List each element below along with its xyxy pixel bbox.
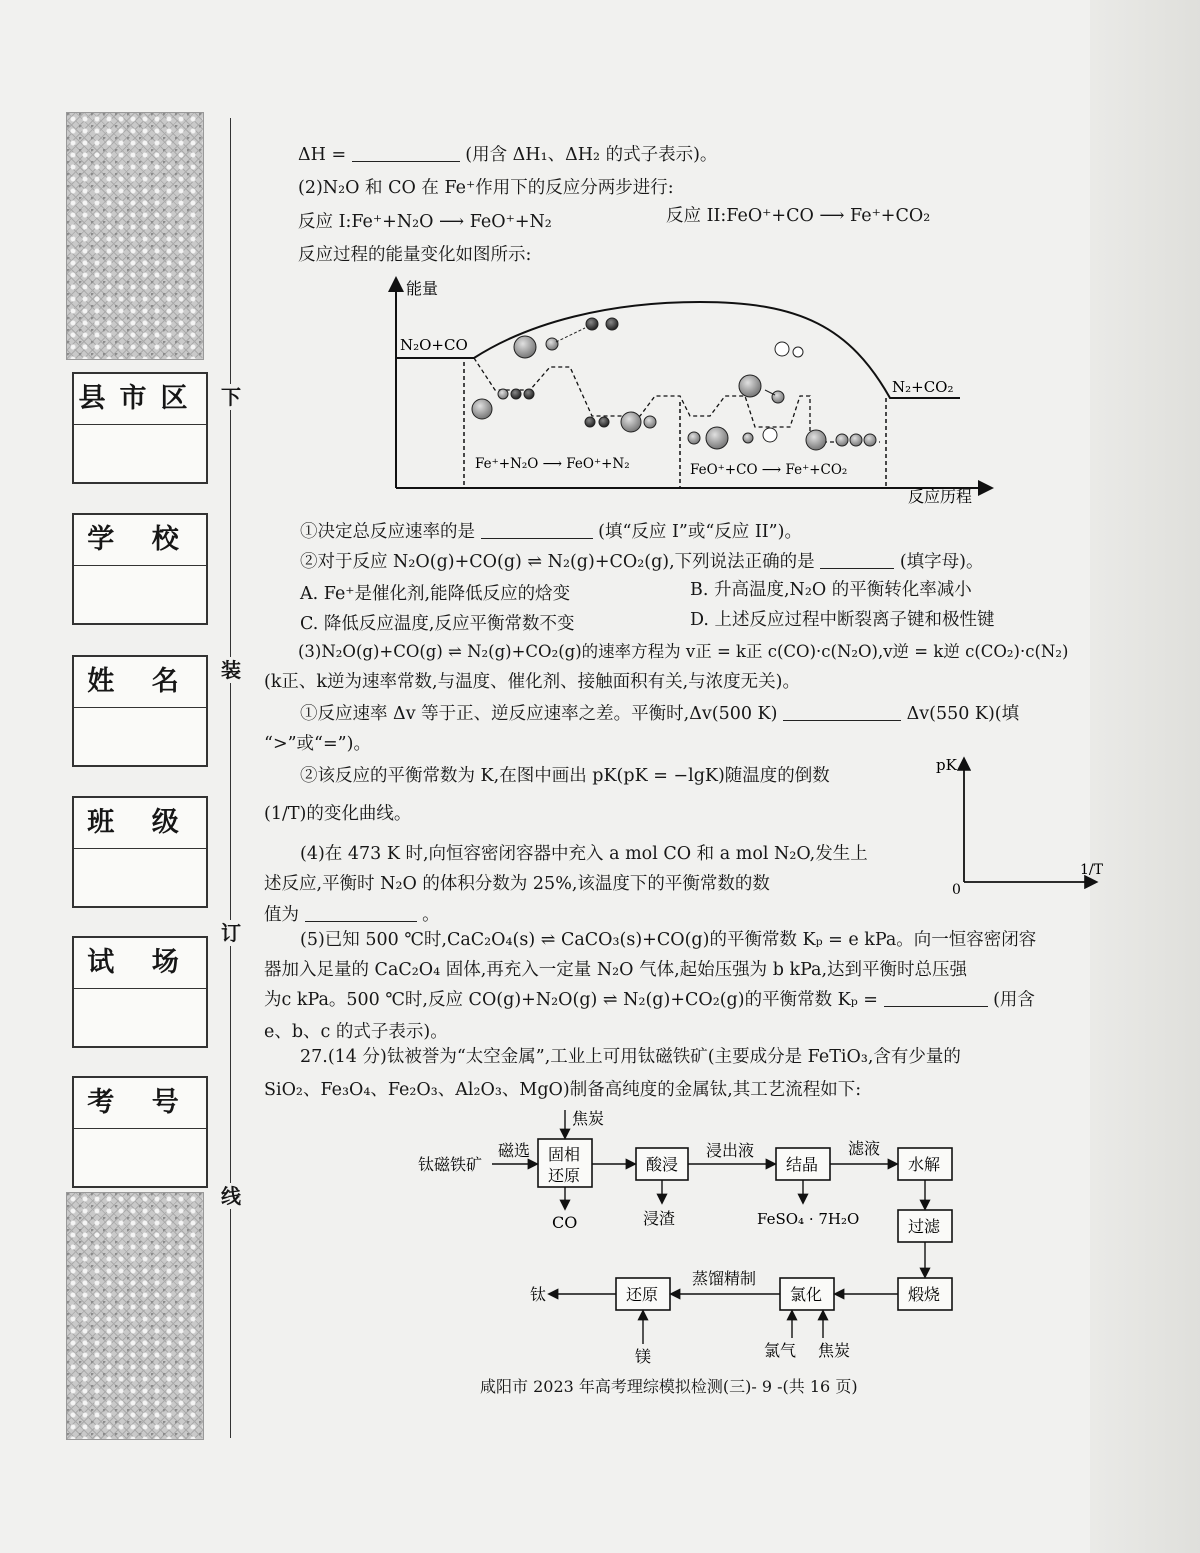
box7-label: 氯化	[790, 1285, 823, 1304]
box4-label: 水解	[908, 1155, 941, 1174]
part5-line4: e、b、c 的式子表示)。	[264, 1022, 448, 1042]
info-box-name	[72, 655, 208, 767]
pk-axes[interactable]	[930, 752, 1103, 902]
q-rate-determining	[300, 520, 802, 544]
binding-char: 装	[218, 657, 244, 683]
decorative-pattern-bottom	[66, 1192, 204, 1440]
dh-suffix: (用含 ΔH₁、ΔH₂ 的式子表示)。	[465, 145, 718, 165]
question-text: Δv(550 K)(填	[906, 704, 1020, 724]
pk-y-label: pK	[936, 756, 957, 774]
info-label: 学 校	[74, 515, 206, 566]
binding-char: 订	[218, 920, 244, 946]
question-text: ②对于反应 N₂O(g)+CO(g) ⇌ N₂(g)+CO₂(g),下列说法正确的是	[300, 552, 815, 572]
binding-line	[230, 118, 231, 1438]
dh-line	[298, 143, 717, 167]
page-edge-shadow	[1090, 0, 1200, 1553]
x-axis-label: 反应历程	[908, 487, 973, 506]
question-text: ①反应速率 Δv 等于正、逆反应速率之差。平衡时,Δv(500 K)	[300, 704, 778, 724]
part2-intro: (2)N₂O 和 CO 在 Fe⁺作用下的反应分两步进行:	[298, 178, 674, 198]
chlorine-label: 氯气	[764, 1341, 797, 1360]
info-label: 姓 名	[74, 657, 206, 708]
question-text: ①决定总反应速率的是	[300, 522, 475, 542]
answer-blank[interactable]	[305, 903, 417, 922]
box3-label: 结晶	[786, 1155, 819, 1174]
box2-label: 酸浸	[646, 1155, 679, 1174]
option-a[interactable]: A. Fe⁺是催化剂,能降低反应的焓变	[300, 584, 571, 604]
q27-line1: 27.(14 分)钛被誉为“太空金属”,工业上可用钛磁铁矿(主要成分是 FeTiO₃,含有少量的	[300, 1047, 961, 1067]
process-flowchart	[410, 1106, 990, 1368]
energy-intro: 反应过程的能量变化如图所示:	[298, 245, 532, 265]
page-footer: 咸阳市 2023 年高考理综模拟检测(三)- 9 -(共 16 页)	[480, 1377, 858, 1396]
box8-label: 还原	[626, 1285, 659, 1304]
ti-label: 钛	[530, 1285, 547, 1304]
info-box-school	[72, 513, 208, 625]
binding-char: 下	[218, 384, 244, 410]
distill-label: 蒸馏精制	[692, 1269, 757, 1288]
info-label: 班 级	[74, 798, 206, 849]
answer-blank[interactable]	[481, 520, 593, 539]
filtrate-label: 滤液	[848, 1139, 881, 1158]
reaction-2: 反应 II:FeO⁺+CO ⟶ Fe⁺+CO₂	[666, 206, 931, 226]
question-text: (填“反应 I”或“反应 II”)。	[598, 522, 802, 542]
part3-rate-note: (k正、k逆为速率常数,与温度、催化剂、接触面积有关,与浓度无关)。	[264, 672, 800, 692]
box1-line2: 还原	[548, 1166, 581, 1185]
info-box-county	[72, 372, 208, 484]
box6-label: 煅烧	[908, 1285, 941, 1304]
option-b[interactable]: B. 升高温度,N₂O 的平衡转化率减小	[690, 580, 972, 600]
question-text: 值为	[264, 905, 299, 925]
question-text: 。	[422, 905, 440, 925]
question-text: (填字母)。	[899, 552, 984, 572]
part3-q2-cont: (1/T)的变化曲线。	[264, 804, 412, 824]
dh-prefix: ΔH =	[298, 145, 347, 165]
question-text: 为c kPa。500 ℃时,反应 CO(g)+N₂O(g) ⇌ N₂(g)+CO₂(g)的平衡常数 Kₚ =	[264, 990, 878, 1010]
reactants-label: N₂O+CO	[400, 336, 468, 354]
answer-blank[interactable]	[783, 702, 901, 721]
part5-line1: (5)已知 500 ℃时,CaC₂O₄(s) ⇌ CaCO₃(s)+CO(g)的平衡常数 Kₚ = e kPa。向一恒容密闭容	[300, 930, 1037, 950]
part3-q1-fill: “>”或“=”)。	[264, 734, 371, 754]
option-d[interactable]: D. 上述反应过程中断裂离子键和极性键	[690, 610, 995, 630]
answer-blank[interactable]	[820, 550, 894, 569]
part5-line2: 器加入足量的 CaC₂O₄ 固体,再充入一定量 N₂O 气体,起始压强为 b kPa,达到平衡时总压强	[264, 960, 968, 980]
mg-label: 镁	[635, 1347, 652, 1366]
step-profile	[474, 358, 880, 442]
leachate-label: 浸出液	[706, 1141, 755, 1160]
pk-origin: 0	[952, 882, 961, 898]
products-label: N₂+CO₂	[892, 378, 954, 396]
energy-diagram	[380, 272, 1000, 507]
reaction-1: 反应 I:Fe⁺+N₂O ⟶ FeO⁺+N₂	[298, 212, 552, 232]
info-label: 县市区	[74, 374, 206, 425]
ore-label: 钛磁铁矿	[418, 1155, 483, 1174]
molecule-illustrations	[472, 318, 876, 450]
feso4-label: FeSO₄ · 7H₂O	[757, 1210, 860, 1228]
part4-line3	[264, 903, 440, 927]
answer-blank[interactable]	[884, 988, 988, 1007]
y-axis-label: 能量	[406, 279, 439, 298]
q27-line2: SiO₂、Fe₃O₄、Fe₂O₃、Al₂O₃、MgO)制备高纯度的金属钛,其工艺流程如下:	[264, 1080, 862, 1100]
binding-char: 线	[218, 1183, 244, 1209]
energy-curve	[396, 302, 960, 398]
info-label: 试 场	[74, 938, 206, 989]
co-label: CO	[552, 1213, 578, 1232]
part4-line1: (4)在 473 K 时,向恒容密闭容器中充入 a mol CO 和 a mol N₂O,发生上	[300, 844, 868, 864]
step2-label: FeO⁺+CO ⟶ Fe⁺+CO₂	[690, 462, 848, 478]
answer-blank[interactable]	[352, 143, 460, 162]
part3-q1	[300, 702, 1019, 726]
step1-label: Fe⁺+N₂O ⟶ FeO⁺+N₂	[475, 456, 630, 472]
box1-line1: 固相	[548, 1145, 581, 1164]
magsep-label: 磁选	[498, 1141, 531, 1160]
coke-bottom-label: 焦炭	[818, 1341, 851, 1360]
option-c[interactable]: C. 降低反应温度,反应平衡常数不变	[300, 614, 575, 634]
info-label: 考 号	[74, 1078, 206, 1129]
info-box-exam-room	[72, 936, 208, 1048]
q-correct-statement	[300, 550, 983, 574]
question-text: (用含	[993, 990, 1035, 1010]
part3-q2: ②该反应的平衡常数为 K,在图中画出 pK(pK = −lgK)随温度的倒数	[300, 766, 830, 786]
pk-x-label: 1/T	[1080, 862, 1103, 878]
decorative-pattern-top	[66, 112, 204, 360]
part4-line2: 述反应,平衡时 N₂O 的体积分数为 25%,该温度下的平衡常数的数	[264, 874, 770, 894]
residue-label: 浸渣	[643, 1209, 676, 1228]
info-box-exam-number	[72, 1076, 208, 1188]
part3-rate-equation: (3)N₂O(g)+CO(g) ⇌ N₂(g)+CO₂(g)的速率方程为 v正 = k正 c(CO)·c(N₂O),v逆 = k逆 c(CO₂)·c(N₂)	[298, 642, 1069, 661]
coke-top-label: 焦炭	[572, 1109, 605, 1128]
info-box-class	[72, 796, 208, 908]
part5-line3	[264, 988, 1035, 1012]
box5-label: 过滤	[908, 1217, 941, 1236]
